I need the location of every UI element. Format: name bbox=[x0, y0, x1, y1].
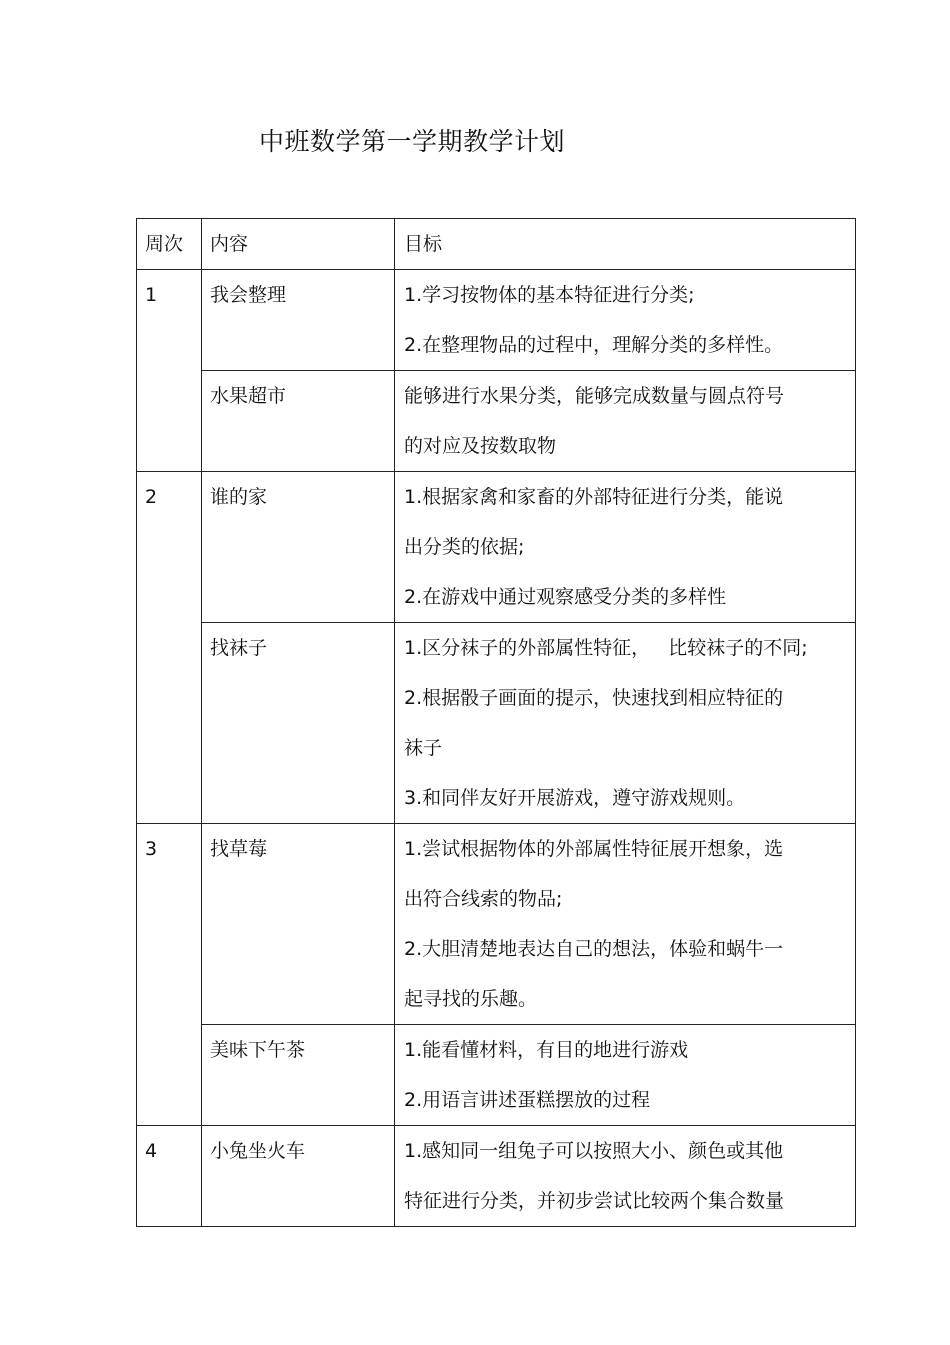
content-cell: 找草莓 bbox=[202, 824, 395, 1025]
table-row bbox=[137, 270, 856, 371]
content-cell: 谁的家 bbox=[202, 472, 395, 623]
goal-line: 1.根据家禽和家畜的外部特征进行分类，能说 bbox=[404, 486, 784, 508]
header-content: 内容 bbox=[202, 219, 395, 270]
document-title: 中班数学第一学期教学计划 bbox=[259, 127, 566, 156]
goal-cell bbox=[395, 270, 856, 371]
teaching-plan-table bbox=[136, 218, 856, 1227]
goal-line: 3.和同伴友好开展游戏，遵守游戏规则。 bbox=[404, 787, 746, 809]
goal-cell bbox=[395, 623, 856, 824]
content-cell: 美味下午茶 bbox=[202, 1025, 395, 1126]
goal-line: 1.能看懂材料，有目的地进行游戏 bbox=[404, 1039, 689, 1061]
content-cell: 找袜子 bbox=[202, 623, 395, 824]
header-week: 周次 bbox=[137, 219, 202, 270]
goal-line: 2.大胆清楚地表达自己的想法，体验和蜗牛一 bbox=[404, 938, 784, 960]
goal-cell bbox=[395, 472, 856, 623]
goal-cell bbox=[395, 824, 856, 1025]
goal-line: 1.尝试根据物体的外部属性特征展开想象，选 bbox=[404, 838, 784, 860]
week-cell: 1 bbox=[137, 270, 202, 472]
goal-line: 起寻找的乐趣。 bbox=[404, 988, 538, 1010]
content-cell: 小兔坐火车 bbox=[202, 1126, 395, 1227]
content-cell: 我会整理 bbox=[202, 270, 395, 371]
goal-line: 1.学习按物体的基本特征进行分类; bbox=[404, 284, 695, 306]
goal-line: 2.在整理物品的过程中，理解分类的多样性。 bbox=[404, 334, 784, 356]
goal-line: 2.根据骰子画面的提示，快速找到相应特征的 bbox=[404, 687, 784, 709]
table-row bbox=[137, 1126, 856, 1227]
week-cell: 2 bbox=[137, 472, 202, 824]
goal-line: 能够进行水果分类，能够完成数量与圆点符号 bbox=[404, 385, 785, 407]
goal-cell bbox=[395, 1126, 856, 1227]
header-goal: 目标 bbox=[395, 219, 856, 270]
table-header-row bbox=[137, 219, 856, 270]
table-row bbox=[137, 824, 856, 1025]
goal-line: 出分类的依据; bbox=[404, 536, 525, 558]
goal-line: 袜子 bbox=[404, 737, 443, 759]
goal-line: 2.用语言讲述蛋糕摆放的过程 bbox=[404, 1089, 651, 1111]
goal-line: 特征进行分类，并初步尝试比较两个集合数量 bbox=[404, 1190, 785, 1212]
goal-line: 的对应及按数取物 bbox=[404, 435, 557, 457]
table-row bbox=[137, 472, 856, 623]
week-cell: 4 bbox=[137, 1126, 202, 1227]
table-row bbox=[137, 623, 856, 824]
table-row bbox=[137, 1025, 856, 1126]
goal-line: 1.区分袜子的外部属性特征， 比较袜子的不同; bbox=[404, 637, 808, 659]
goal-cell bbox=[395, 371, 856, 472]
table-row bbox=[137, 371, 856, 472]
week-cell: 3 bbox=[137, 824, 202, 1126]
goal-line: 2.在游戏中通过观察感受分类的多样性 bbox=[404, 586, 727, 608]
content-cell: 水果超市 bbox=[202, 371, 395, 472]
goal-line: 出符合线索的物品; bbox=[404, 888, 563, 910]
goal-cell bbox=[395, 1025, 856, 1126]
goal-line: 1.感知同一组兔子可以按照大小、颜色或其他 bbox=[404, 1140, 784, 1162]
